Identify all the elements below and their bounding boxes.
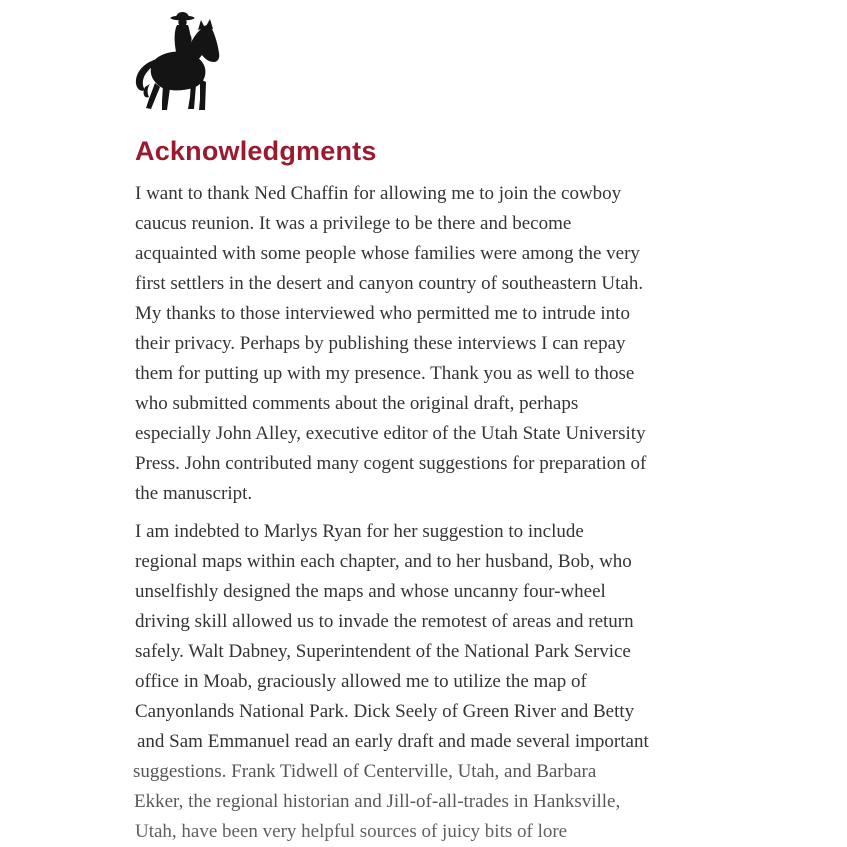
text-line: My thanks to those interviewed who permitted me to intrude into [135,303,630,324]
text-line: especially John Alley, executive editor of the Utah State University [135,423,646,444]
text-line: I am indebted to Marlys Ryan for her suggestion to include [135,521,584,542]
text-line: them for putting up with my presence. Thank you as well to those [135,363,635,384]
text-line: driving skill allowed us to invade the remotest of areas and return [135,611,634,632]
text-line: office in Moab, graciously allowed me to utilize the map of [135,671,587,692]
page-title: Acknowledgments [135,136,377,166]
text-line: who submitted comments about the original draft, perhaps [135,393,579,414]
text-line: suggestions. Frank Tidwell of Centerville, Utah, and Barbara [133,761,597,782]
text-line: and Sam Emmanuel read an early draft and made several important [137,731,649,752]
text-line: caucus reunion. It was a privilege to be there and become [135,213,572,234]
paragraph-2 [135,517,721,847]
text-line: Utah, have been very helpful sources of juicy bits of lore [135,821,568,842]
text-line: unselfishly designed the maps and whose uncanny four-wheel [135,581,606,602]
text-line: Canyonlands National Park. Dick Seely of Green River and Betty [135,701,635,722]
text-line: I want to thank Ned Chaffin for allowing me to join the cowboy [135,183,622,204]
text-line: Ekker, the regional historian and Jill-of-all-trades in Hanksville, [134,791,621,812]
text-line: Press. John contributed many cogent suggestions for preparation of [135,453,647,474]
text-line: first settlers in the desert and canyon country of southeastern Utah. [135,273,644,294]
cowboy-on-horseback-icon [133,7,223,115]
paragraph-1 [135,179,721,509]
text-line: safely. Walt Dabney, Superintendent of the National Park Service [135,641,631,662]
text-line: regional maps within each chapter, and to her husband, Bob, who [135,551,632,572]
text-line: their privacy. Perhaps by publishing these interviews I can repay [135,333,626,354]
text-line: the manuscript. [135,483,253,504]
text-line: acquainted with some people whose families were among the very [135,243,640,264]
